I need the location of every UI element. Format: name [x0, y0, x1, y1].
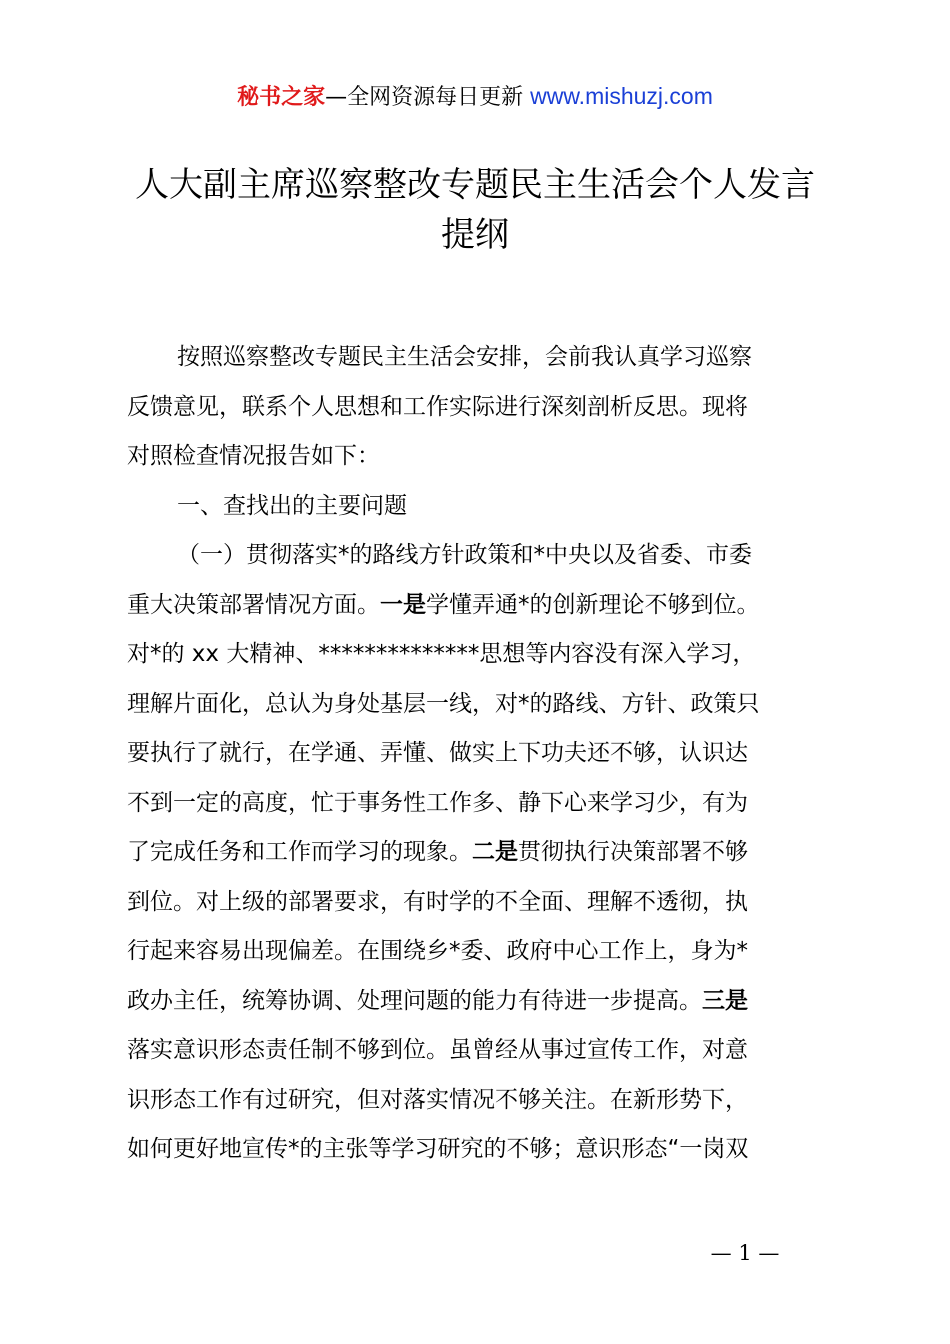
site-url-link[interactable]: www.mishuzj.com	[530, 83, 713, 109]
intro-line-2: 反馈意见，联系个人思想和工作实际进行深刻剖析反思。现将	[127, 393, 748, 420]
emphasis-one: 一是	[380, 591, 426, 618]
title-line-2: 提纲	[441, 215, 509, 255]
brand-name: 秘书之家	[237, 85, 326, 110]
section-heading: 一、查找出的主要问题	[177, 492, 407, 519]
intro-line-1: 按照巡察整改专题民主生活会安排，会前我认真学习巡察	[177, 344, 752, 370]
paragraph-line	[127, 828, 837, 878]
paragraph-line: 识形态工作有过研究，但对落实情况不够关注。在新形势下，	[127, 1086, 748, 1113]
paragraph-line: 理解片面化，总认为身处基层一线，对*的路线、方针、政策只	[127, 690, 760, 717]
document-body	[127, 333, 837, 1175]
paragraph-line: 到位。对上级的部署要求，有时学的不全面、理解不透彻，执	[127, 888, 748, 915]
paragraph-line: 如何更好地宣传*的主张等学习研究的不够；意识形态“一岗双	[127, 1136, 749, 1162]
paragraph-line: 要执行了就行，在学通、弄懂、做实上下功夫还不够，认识达	[127, 740, 748, 766]
page-number: — 1 —	[710, 1241, 780, 1265]
paragraph-line	[127, 977, 837, 1027]
paragraph-line: 对*的 xx 大精神、**************思想等内容没有深入学习，	[127, 641, 756, 667]
paragraph-text: 重大决策部署情况方面。	[127, 591, 380, 618]
intro-line-3: 对照检查情况报告如下：	[127, 443, 380, 469]
title-line-1: 人大副主席巡察整改专题民主生活会个人发言	[135, 165, 815, 205]
paragraph-text: 政办主任，统筹协调、处理问题的能力有待进一步提高。	[127, 987, 702, 1014]
document-title	[100, 160, 850, 260]
header-slogan: —全网资源每日更新	[325, 85, 524, 110]
paragraph-line: 行起来容易出现偏差。在围绕乡*委、政府中心工作上，身为*	[127, 938, 748, 964]
site-header	[0, 80, 950, 114]
paragraph-text: 贯彻执行决策部署不够	[518, 839, 748, 865]
paragraph-line: 不到一定的高度，忙于事务性工作多、静下心来学习少，有为	[127, 789, 748, 816]
paragraph-line	[127, 581, 837, 631]
paragraph-text: 了完成任务和工作而学习的现象。	[127, 839, 472, 865]
subsection-heading: （一）贯彻落实*的路线方针政策和*中央以及省委、市委	[177, 542, 752, 568]
paragraph-line: 落实意识形态责任制不够到位。虽曾经从事过宣传工作，对意	[127, 1037, 748, 1063]
paragraph-text: 学懂弄通*的创新理论不够到位。	[426, 591, 760, 618]
emphasis-two: 二是	[472, 839, 518, 865]
emphasis-three: 三是	[702, 987, 748, 1014]
